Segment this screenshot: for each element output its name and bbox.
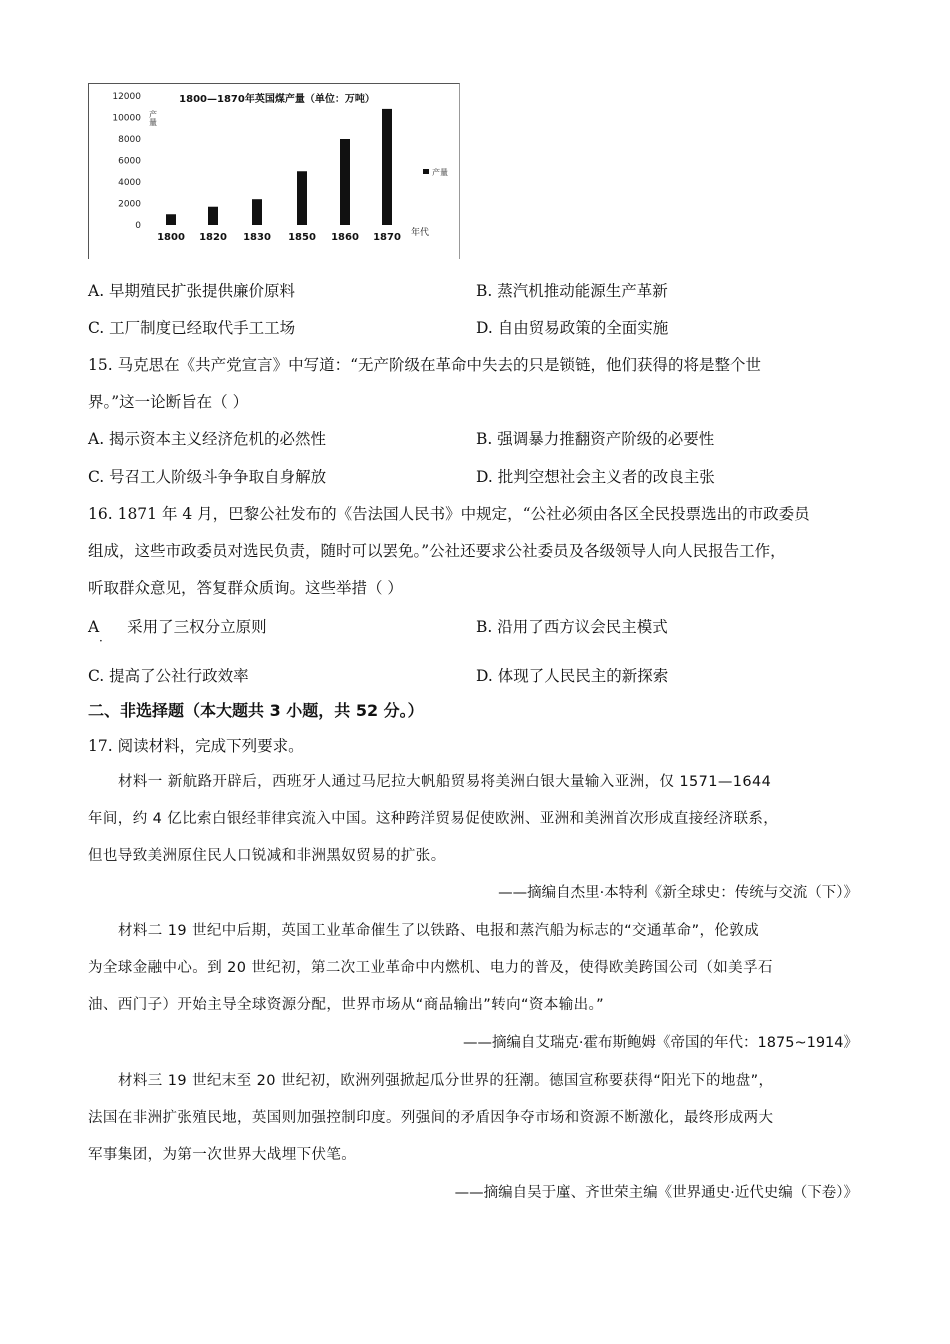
q15-option-a[interactable]: A. 揭示资本主义经济危机的必然性 xyxy=(88,430,327,448)
material3-source: ——摘编自吴于廑、齐世荣主编《世界通史·近代史编（下卷）》 xyxy=(454,1185,858,1201)
q16-option-b[interactable]: B. 沿用了西方议会民主模式 xyxy=(476,618,668,636)
material2-source: ——摘编自艾瑞克·霍布斯鲍姆《帝国的年代：1875~1914》 xyxy=(462,1035,858,1051)
chart-title: 1800—1870年英国煤产量（单位：万吨） xyxy=(179,94,375,105)
q14-option-c[interactable]: C. 工厂制度已经取代手工工场 xyxy=(88,319,296,337)
bar-1860 xyxy=(340,139,350,225)
q16-option-d[interactable]: D. 体现了人民民主的新探索 xyxy=(476,667,669,685)
y-tick-label: 0 xyxy=(135,221,141,231)
q16-option-a-letter: A xyxy=(88,618,100,636)
q17-prompt: 17. 阅读材料，完成下列要求。 xyxy=(88,737,304,755)
bar-1870 xyxy=(382,109,392,225)
material1-line1: 材料一 新航路开辟后，西班牙人通过马尼拉大帆船贸易将美洲白银大量输入亚洲，仅 1571—1644 xyxy=(118,774,772,790)
q16-option-a[interactable] xyxy=(88,616,267,638)
y-tick-label: 12000 xyxy=(112,92,141,102)
material1-line2: 年间，约 4 亿比索白银经菲律宾流入中国。这种跨洋贸易促使欧洲、亚洲和美洲首次形成直接经济联系， xyxy=(88,811,779,827)
q16-stem-line1: 16. 1871 年 4 月，巴黎公社发布的《告法国人民书》中规定，“公社必须由各区全民投票选出的市政委员 xyxy=(88,505,810,523)
y-tick-label: 10000 xyxy=(112,113,141,124)
q15-option-d[interactable]: D. 批判空想社会主义者的改良主张 xyxy=(476,468,715,486)
material2-line3: 油、西门子）开始主导全球资源分配，世界市场从“商品输出”转向“资本输出。” xyxy=(88,997,605,1013)
section-heading: 二、非选择题（本大题共 3 小题，共 52 分。） xyxy=(88,701,424,720)
y-tick-label: 4000 xyxy=(118,178,141,188)
bar-chart-svg xyxy=(89,84,461,260)
q14-option-a[interactable]: A. 早期殖民扩张提供廉价原料 xyxy=(88,282,296,300)
x-axis-label: 年代 xyxy=(411,228,430,238)
q14-option-b[interactable]: B. 蒸汽机推动能源生产革新 xyxy=(476,282,668,300)
material3-line1: 材料三 19 世纪末至 20 世纪初，欧洲列强掀起瓜分世界的狂潮。德国宣称要获得“阳光下的地盘”， xyxy=(118,1073,774,1089)
q15-option-c[interactable]: C. 号召工人阶级斗争争取自身解放 xyxy=(88,468,327,486)
x-tick-label: 1820 xyxy=(199,232,227,243)
q16-stem-line3: 听取群众意见，答复群众质询。这些举措（ ） xyxy=(88,579,403,597)
q16-option-c[interactable]: C. 提高了公社行政效率 xyxy=(88,667,249,685)
q15-stem-line2: 界。”这一论断旨在（ ） xyxy=(88,393,249,411)
material1-source: ——摘编自杰里·本特利《新全球史：传统与交流（下）》 xyxy=(498,885,858,901)
material1-line3: 但也导致美洲原住民人口锐减和非洲黑奴贸易的扩张。 xyxy=(88,848,446,864)
bar-1800 xyxy=(166,214,176,225)
y-tick-label: 6000 xyxy=(118,156,141,167)
material2-line1: 材料二 19 世纪中后期，英国工业革命催生了以铁路、电报和蒸汽船为标志的“交通革命”，伦敦成 xyxy=(118,923,760,939)
bar-1830 xyxy=(252,199,262,225)
option-dot-mark: · xyxy=(99,634,103,648)
material2-line2: 为全球金融中心。到 20 世纪初，第二次工业革命中内燃机、电力的普及，使得欧美跨国公司（如美孚石 xyxy=(88,960,773,976)
x-tick-label: 1800 xyxy=(157,232,185,243)
q16-stem-line2: 组成，这些市政委员对选民负责，随时可以罢免。”公社还要求公社委员及各级领导人向人民报告工作， xyxy=(88,542,786,560)
q15-option-b[interactable]: B. 强调暴力推翻资产阶级的必要性 xyxy=(476,430,715,448)
x-tick-label: 1870 xyxy=(373,232,401,243)
y-axis-label: 产量 xyxy=(148,110,158,126)
q16-option-a-text: 采用了三权分立原则 xyxy=(127,618,267,636)
bar-1850 xyxy=(297,171,307,225)
q15-stem-line1: 15. 马克思在《共产党宣言》中写道：“无产阶级在革命中失去的只是锁链，他们获得的将是整个世 xyxy=(88,356,762,374)
x-tick-label: 1860 xyxy=(331,232,359,243)
y-tick-label: 8000 xyxy=(118,135,141,145)
coal-output-chart xyxy=(88,83,460,259)
material3-line2: 法国在非洲扩张殖民地，英国则加强控制印度。列强间的矛盾因争夺市场和资源不断激化，最终形成两大 xyxy=(88,1110,774,1126)
legend-label: 产量 xyxy=(432,168,448,177)
material3-line3: 军事集团，为第一次世界大战埋下伏笔。 xyxy=(88,1147,357,1163)
y-tick-label: 2000 xyxy=(118,199,141,210)
x-tick-label: 1850 xyxy=(288,232,316,243)
bar-1820 xyxy=(208,207,218,225)
x-tick-label: 1830 xyxy=(243,232,271,243)
q14-option-d[interactable]: D. 自由贸易政策的全面实施 xyxy=(476,319,669,337)
legend-swatch xyxy=(423,169,429,174)
